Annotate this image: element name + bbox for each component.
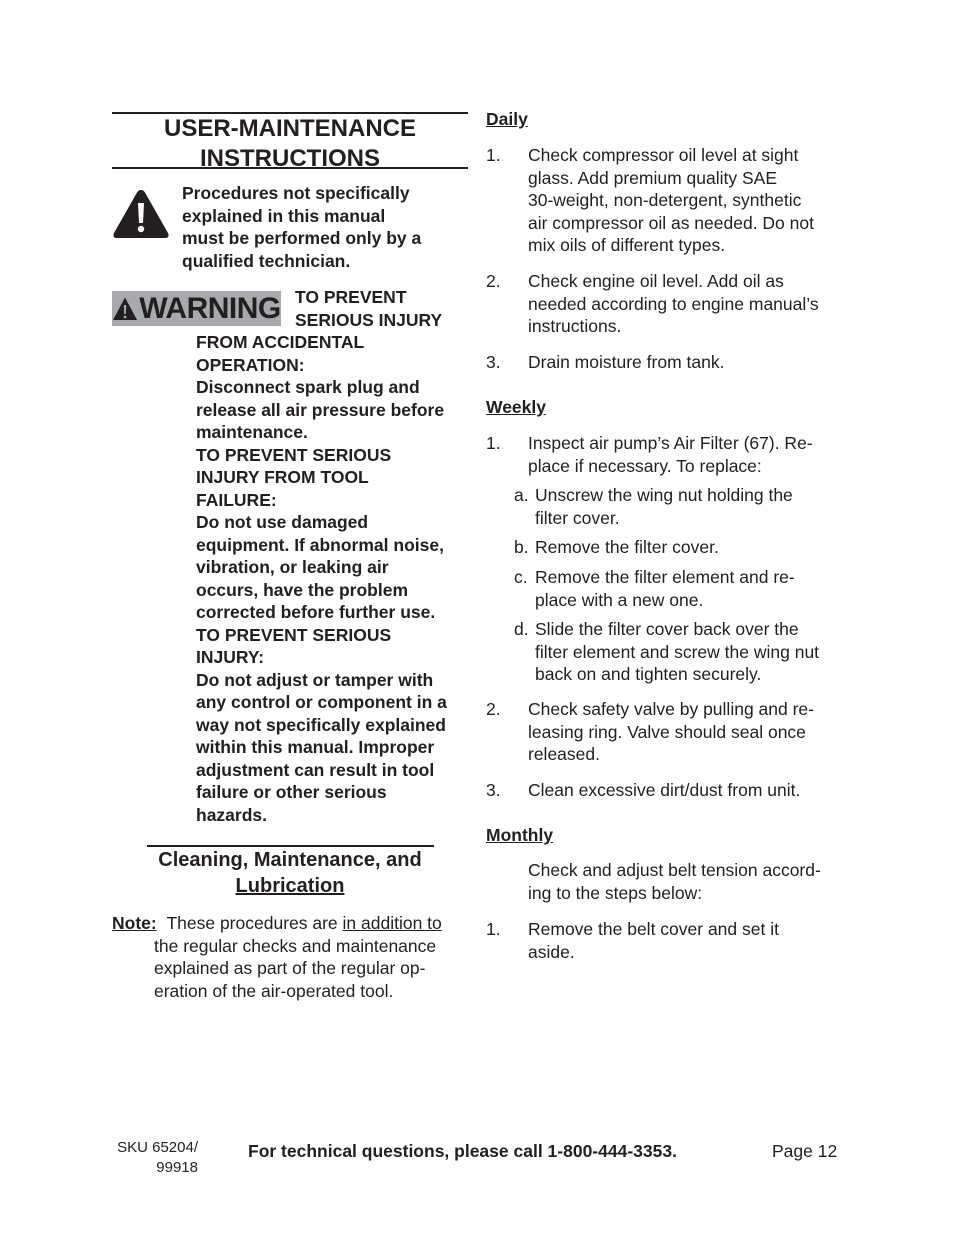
warning-line: OPERATION: <box>196 354 305 375</box>
warning-heading-line: TO PREVENT <box>295 287 407 307</box>
list-item-line: Remove the belt cover and set it <box>528 919 779 939</box>
cleaning-heading-line1: Cleaning, Maintenance, and <box>158 849 422 871</box>
cleaning-heading <box>112 847 468 899</box>
list-item: Clean excessive dirt/dust from unit. <box>528 780 801 800</box>
list-item: Drain moisture from tank. <box>528 352 725 372</box>
list-number: 1. <box>486 145 501 165</box>
section-title-line1: USER-MAINTENANCE <box>164 115 416 142</box>
monthly-intro-line: Check and adjust belt tension accord- <box>528 860 821 880</box>
page-number: Page 12 <box>772 1141 838 1161</box>
note-line: eration of the air-operated tool. <box>154 980 394 1001</box>
list-item-line: Inspect air pump’s Air Filter (67). Re- <box>528 433 813 453</box>
list-number: 2. <box>486 699 501 719</box>
note-label: Note: <box>112 913 157 933</box>
monthly-intro-line: ing to the steps below: <box>528 882 703 903</box>
list-item-line: aside. <box>528 941 575 962</box>
list-item-line: 30-weight, non-detergent, synthetic <box>528 190 802 210</box>
list-item-line: air compressor oil as needed. Do not <box>528 212 814 233</box>
warning-line: maintenance. <box>196 422 308 442</box>
list-item <box>528 144 814 257</box>
warning-heading <box>295 286 475 331</box>
sub-list-letter: d. <box>514 619 529 639</box>
list-item <box>528 698 814 766</box>
warning-line: FAILURE: <box>196 489 277 510</box>
warning-label: WARNING <box>139 292 281 325</box>
list-item-line: Check safety valve by pulling and re- <box>528 699 814 719</box>
warning-line: Disconnect spark plug and <box>196 377 420 397</box>
warning-badge <box>112 291 281 326</box>
warning-line: Do not use damaged <box>196 512 369 532</box>
daily-heading: Daily <box>486 109 528 129</box>
warning-line: way not specifically explained <box>196 714 446 735</box>
warning-line: equipment. If abnormal noise, <box>196 534 444 555</box>
warning-line: any control or component in a <box>196 692 447 712</box>
footer-sku-line: 99918 <box>156 1159 198 1176</box>
list-item-line: released. <box>528 744 600 764</box>
list-number: 1. <box>486 919 501 939</box>
list-item-line: glass. Add premium quality SAE <box>528 167 778 188</box>
warning-line: adjustment can result in tool <box>196 759 435 780</box>
list-item <box>528 432 813 477</box>
warning-line: Do not adjust or tamper with <box>196 669 434 690</box>
list-item-line: instructions. <box>528 316 622 336</box>
list-number: 3. <box>486 780 501 800</box>
warning-line: INJURY FROM TOOL <box>196 467 369 487</box>
list-item-line: Check compressor oil level at sight <box>528 145 799 165</box>
weekly-heading: Weekly <box>486 397 546 417</box>
warning-line: vibration, or leaking air <box>196 557 389 577</box>
sub-list-item-line: back on and tighten securely. <box>535 664 762 684</box>
sub-list-item-line: place with a new one. <box>535 589 704 610</box>
note-underlined-text: in addition to <box>342 913 442 933</box>
caution-line: qualified technician. <box>182 250 351 271</box>
note-line: explained as part of the regular op- <box>154 958 426 978</box>
section-title-line2: INSTRUCTIONS <box>200 145 380 172</box>
note-text: These procedures are <box>166 913 343 933</box>
section-title <box>112 112 468 172</box>
warning-line: INJURY: <box>196 647 265 667</box>
sub-list-item <box>535 484 793 529</box>
warning-line: FROM ACCIDENTAL <box>196 332 365 352</box>
sub-list-item-line: Slide the filter cover back over the <box>535 619 799 639</box>
list-item-line: needed according to engine manual’s <box>528 293 819 314</box>
caution-line: explained in this manual <box>182 205 386 226</box>
footer-phone: For technical questions, please call 1-800-444-3353. <box>248 1141 677 1161</box>
sub-list-item-line: filter cover. <box>535 507 620 528</box>
list-item-line: leasing ring. Valve should seal once <box>528 721 806 742</box>
sub-list-item-line: Unscrew the wing nut holding the <box>535 485 793 505</box>
monthly-heading: Monthly <box>486 825 554 845</box>
footer-sku-line: SKU 65204/ <box>117 1139 198 1156</box>
list-number: 1. <box>486 433 501 453</box>
warning-line: release all air pressure before <box>196 399 445 420</box>
list-item-line: place if necessary. To replace: <box>528 455 762 476</box>
sub-list-letter: c. <box>514 567 528 587</box>
sub-list-item <box>535 618 819 686</box>
list-number: 3. <box>486 352 501 372</box>
list-item-line: mix oils of different types. <box>528 235 726 255</box>
warning-line: hazards. <box>196 804 267 825</box>
warning-heading-line: SERIOUS INJURY <box>295 309 443 330</box>
exclamation-triangle-icon <box>112 188 170 240</box>
caution-text <box>182 182 468 272</box>
warning-line: occurs, have the problem <box>196 579 409 600</box>
list-number: 2. <box>486 271 501 291</box>
caution-line: Procedures not specifically <box>182 183 410 203</box>
footer-sku <box>112 1138 198 1178</box>
exclamation-triangle-icon <box>112 296 138 322</box>
warning-line: corrected before further use. <box>196 602 436 622</box>
sub-list-letter: a. <box>514 485 529 505</box>
sub-list-item-line: filter element and screw the wing nut <box>535 641 820 662</box>
warning-line: TO PREVENT SERIOUS <box>196 444 392 465</box>
list-item <box>528 270 819 338</box>
sub-list-item <box>535 566 795 611</box>
caution-line: must be performed only by a <box>182 228 422 248</box>
note-line: the regular checks and maintenance <box>154 935 437 956</box>
list-item-line: Check engine oil level. Add oil as <box>528 271 784 291</box>
list-item <box>528 918 779 963</box>
warning-line: within this manual. Improper <box>196 737 435 757</box>
cleaning-heading-line2: Lubrication <box>235 875 345 897</box>
warning-body <box>196 331 472 826</box>
warning-line: TO PREVENT SERIOUS <box>196 624 392 645</box>
sub-list-letter: b. <box>514 537 529 557</box>
sub-list-item-line: Remove the filter element and re- <box>535 567 795 587</box>
monthly-intro <box>528 859 821 904</box>
warning-line: failure or other serious <box>196 782 387 802</box>
sub-list-item: Remove the filter cover. <box>535 537 719 557</box>
